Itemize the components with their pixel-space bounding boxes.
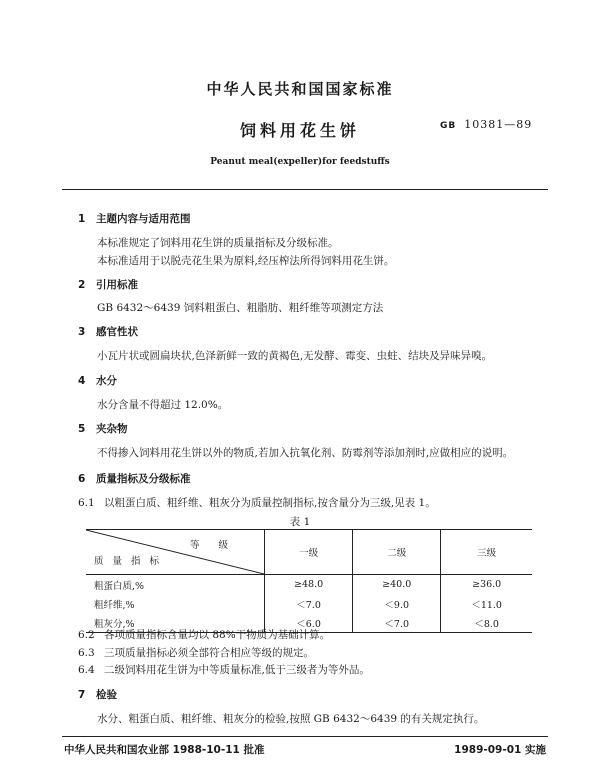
code-prefix: GB: [440, 121, 457, 131]
section-title: 检验: [96, 689, 117, 701]
section-7-paragraph: 水分、粗蛋白质、粗纤维、粗灰分的检验,按照 GB 6432～6439 的有关规定执行。: [97, 713, 485, 725]
clause-text: 各项质量指标含量均以 88%干物质为基础计算。: [104, 629, 331, 641]
clause-number: 6.4: [78, 664, 95, 676]
section-3-paragraph: 小瓦片状或圆扁块状,色泽新鲜一致的黄褐色,无发酵、霉变、虫蛀、结块及异味异嗅。: [97, 350, 493, 362]
row-label: 粗纤维,%: [94, 599, 135, 611]
section-2-heading: [78, 277, 138, 292]
row-label: 粗蛋白质,%: [94, 580, 145, 592]
section-title: 主题内容与适用范围: [96, 213, 191, 225]
section-title: 质量指标及分级标准: [96, 473, 191, 485]
cell-value: ＜7.0: [265, 594, 353, 613]
table-corner-cell: [86, 530, 265, 575]
section-title: 夹杂物: [96, 423, 128, 435]
section-number: 7: [78, 689, 86, 701]
clause-number: 6.2: [78, 629, 95, 641]
code-number: 10381—89: [464, 118, 533, 131]
section-1-heading: [78, 211, 191, 226]
section-1-paragraph-1: 本标准规定了饲料用花生饼的质量指标及分级标准。: [97, 237, 339, 249]
implementation-text: 1989-09-01 实施: [454, 744, 546, 756]
header-grade-label: 等 级: [189, 540, 236, 551]
table-caption: 表 1: [289, 516, 311, 528]
row-label: 粗灰分,%: [86, 613, 265, 633]
approval-text: 中华人民共和国农业部 1988-10-11 批准: [64, 744, 265, 756]
grade-3-header: 三级: [441, 530, 532, 575]
english-title: Peanut meal(expeller)for feedstuffs: [210, 157, 390, 167]
table-row: [86, 575, 532, 595]
cell-value: ≥36.0: [441, 575, 532, 595]
clause-6-2: [78, 627, 330, 642]
clause-number: 6.1: [78, 497, 95, 509]
section-7-heading: [78, 687, 117, 702]
cell-value: ＜8.0: [441, 613, 532, 633]
table-header-row: [86, 530, 532, 575]
clause-6-3: [78, 645, 314, 660]
grade-2-header: 二级: [353, 530, 441, 575]
document-title: 饲料用花生饼: [239, 121, 360, 140]
diagonal-line: [86, 530, 264, 574]
section-4-paragraph: 水分含量不得超过 12.0%。: [97, 399, 229, 411]
section-6-heading: [78, 471, 191, 486]
section-title: 水分: [96, 375, 117, 387]
cell-value: ＜9.0: [353, 594, 441, 613]
clause-text: 以粗蛋白质、粗纤维、粗灰分为质量控制指标,按含量分为三级,见表 1。: [104, 497, 436, 509]
section-number: 1: [78, 213, 86, 225]
section-5-heading: [78, 421, 128, 436]
cell-value: ≥48.0: [265, 575, 353, 595]
clause-text: 三项质量指标必须全部符合相应等级的规定。: [104, 647, 314, 659]
footer-divider: [62, 736, 548, 737]
section-number: 4: [78, 375, 86, 387]
section-3-heading: [78, 324, 138, 339]
cell-value: ≥40.0: [353, 575, 441, 595]
clause-number: 6.3: [78, 647, 95, 659]
table-row: [86, 594, 532, 613]
standard-header: 中华人民共和国国家标准: [206, 80, 394, 98]
clause-6-4: [78, 662, 370, 677]
quality-table: [86, 529, 532, 633]
header-indicator-label: 质 量 指 标: [94, 556, 163, 567]
section-5-paragraph: 不得掺入饲料用花生饼以外的物质,若加入抗氧化剂、防霉剂等添加剂时,应做相应的说明。: [97, 447, 514, 459]
section-title: 感官性状: [96, 326, 138, 338]
section-number: 5: [78, 423, 86, 435]
section-1-paragraph-2: 本标准适用于以脱壳花生果为原料,经压榨法所得饲料用花生饼。: [97, 255, 395, 267]
grade-1-header: 一级: [265, 530, 353, 575]
section-number: 3: [78, 326, 86, 338]
clause-6-1: [78, 495, 436, 510]
cell-value: ＜11.0: [441, 594, 532, 613]
section-number: 6: [78, 473, 86, 485]
section-title: 引用标准: [96, 279, 138, 291]
header-divider: [62, 189, 548, 190]
section-2-paragraph: GB 6432～6439 饲料粗蛋白、粗脂肪、粗纤维等项测定方法: [97, 302, 384, 314]
cell-value: ＜7.0: [353, 613, 441, 633]
section-number: 2: [78, 279, 86, 291]
standard-code: [440, 118, 532, 131]
cell-value: ＜6.0: [265, 613, 353, 633]
section-4-heading: [78, 373, 117, 388]
clause-text: 二级饲料用花生饼为中等质量标准,低于三级者为等外品。: [104, 664, 370, 676]
